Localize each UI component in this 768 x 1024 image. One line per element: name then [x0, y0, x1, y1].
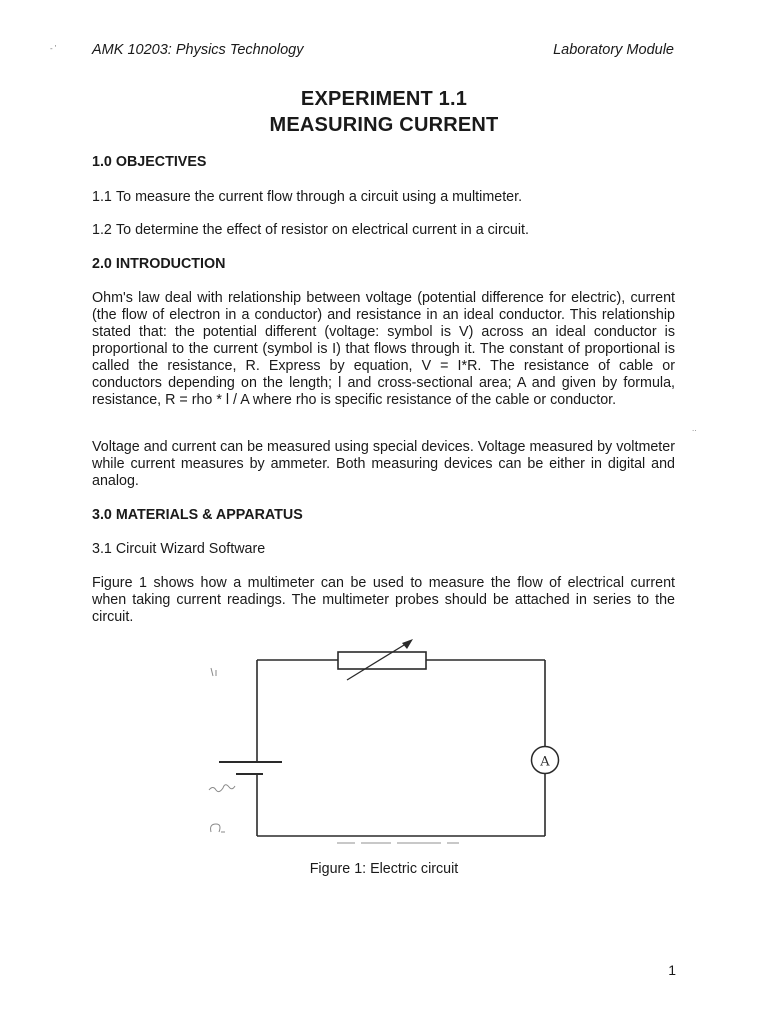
objective-number: 1.1: [92, 189, 112, 205]
header-module: Laboratory Module: [553, 42, 674, 58]
variable-resistor-icon: [338, 639, 426, 680]
objectives-heading: 1.0 OBJECTIVES: [92, 154, 207, 170]
circuit-diagram: [205, 636, 563, 846]
introduction-paragraph: Ohm's law deal with relationship between voltage (potential difference for electric), current (the flow of electron in a conductor) and resistance in an ideal conductor. This relationship stated that: the potential different (voltage: symbol is V) across an ideal conductor is proportional to the current (symbol is I) that flows through it. The constant of proportional is called the resistance, R. Express by equation, V = I*R. The resistance of cable or conductors depending on the length; l and cross-sectional area; A and given by formula, resistance, R = rho * l / A where rho is specific resistance of the cable or conductor.: [92, 290, 675, 408]
header-course: AMK 10203: Physics Technology: [92, 42, 304, 58]
objective-item: [92, 222, 675, 239]
handwritten-marks: [209, 668, 235, 832]
objective-text: To measure the current flow through a circuit using a multimeter.: [116, 189, 523, 205]
figure-caption: Figure 1: Electric circuit: [309, 861, 459, 877]
scan-speck: - ': [50, 44, 57, 53]
experiment-subtitle: MEASURING CURRENT: [269, 114, 499, 136]
ammeter-label: A: [540, 754, 550, 770]
circuit-wires: [257, 660, 545, 836]
materials-heading: 3.0 MATERIALS & APPARATUS: [92, 507, 303, 523]
ammeter-icon: [532, 747, 559, 774]
battery-icon: [219, 762, 282, 774]
objective-text: To determine the effect of resistor on electrical current in a circuit.: [116, 222, 529, 238]
experiment-title: EXPERIMENT 1.1: [300, 88, 468, 110]
scan-speck: ..: [692, 424, 697, 433]
materials-item: 3.1 Circuit Wizard Software: [92, 541, 266, 557]
introduction-paragraph-2: Voltage and current can be measured using special devices. Voltage measured by voltmeter while current measures by ammeter. Both measuring devices can be either in digital and analog.: [92, 439, 675, 489]
objective-item: [92, 189, 675, 206]
materials-paragraph: Figure 1 shows how a multimeter can be used to measure the flow of electrical current when taking current readings. The multimeter probes should be attached in series to the circuit.: [92, 575, 675, 625]
page-number: 1: [668, 962, 676, 978]
objective-number: 1.2: [92, 222, 112, 238]
introduction-heading: 2.0 INTRODUCTION: [92, 256, 226, 272]
